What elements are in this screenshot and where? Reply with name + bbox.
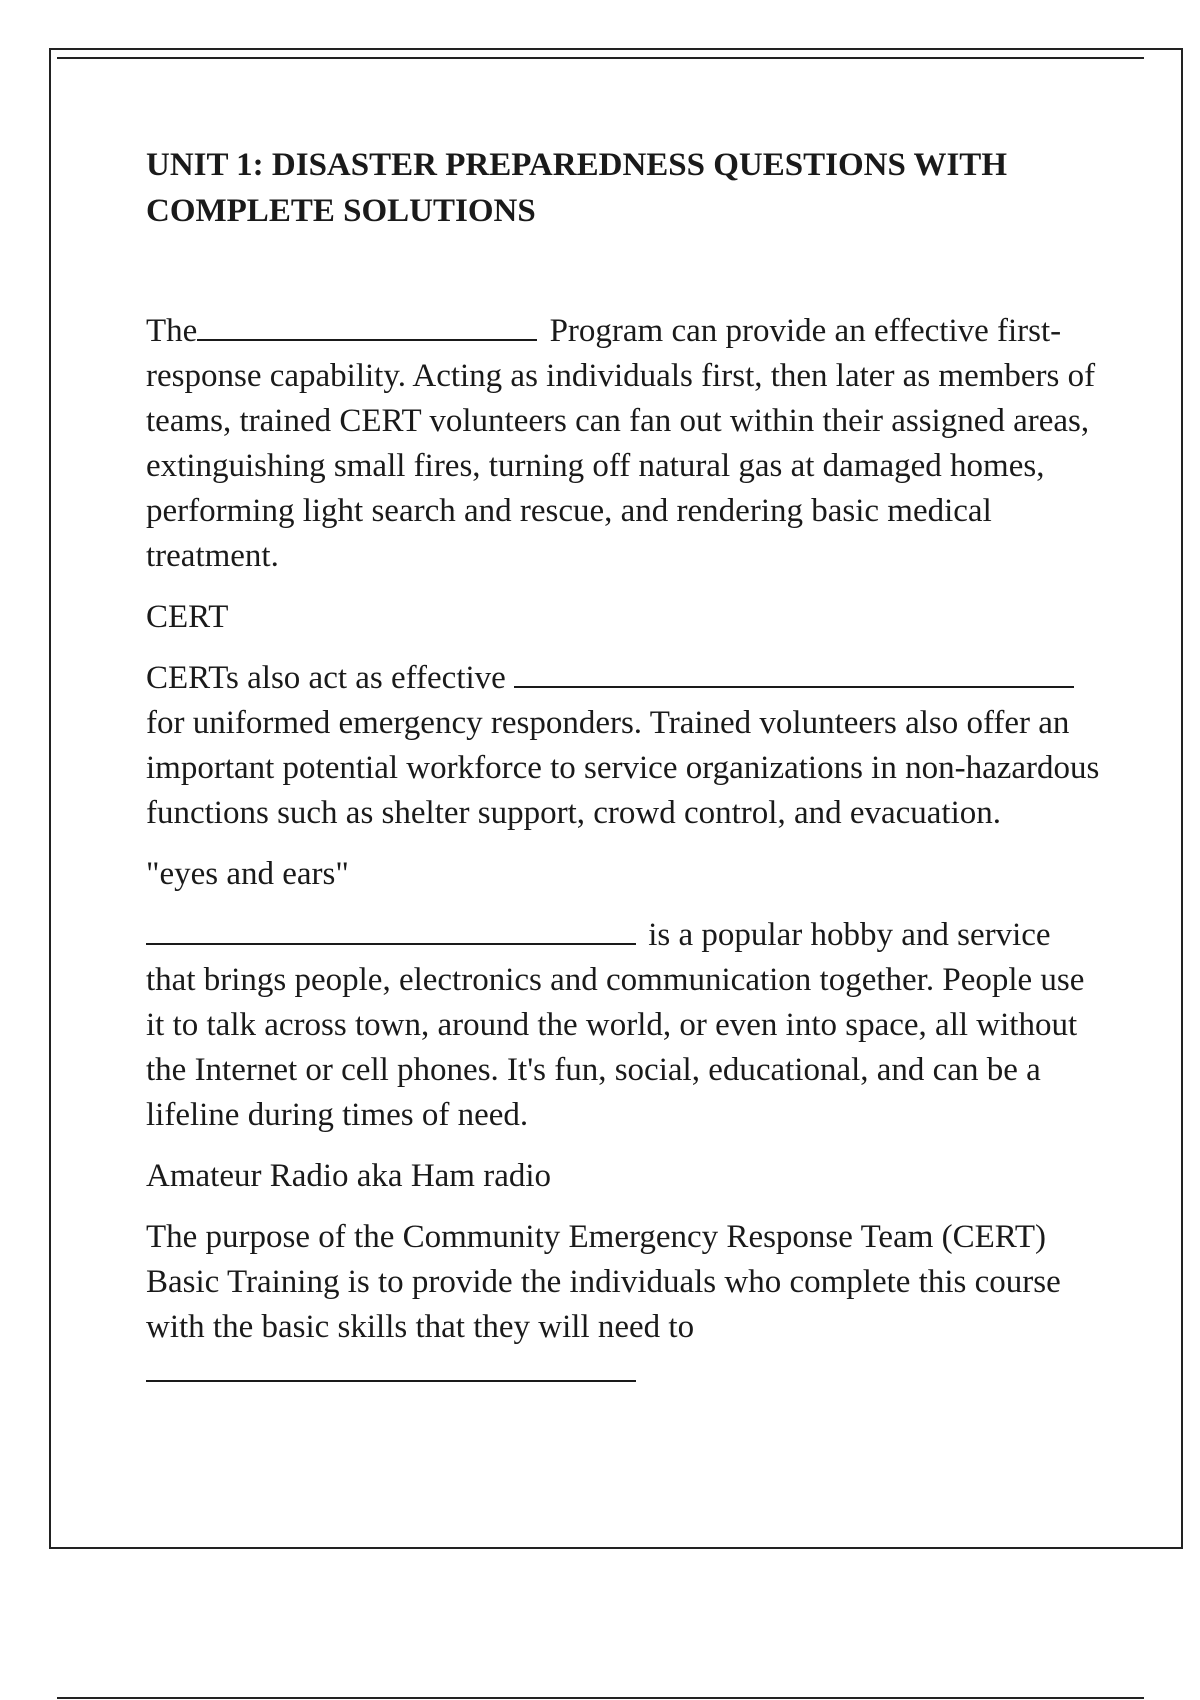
bottom-rule bbox=[57, 1697, 1144, 1699]
question-2-after: for uniformed emergency responders. Trained volunteers also offer an important potential workforce to service organizations in non-hazardous functions such as shelter support, crowd control, and evacuation. bbox=[146, 705, 1100, 831]
question-4 bbox=[146, 1215, 1106, 1395]
answer-blank bbox=[197, 309, 537, 341]
question-2 bbox=[146, 656, 1106, 836]
document-title: UNIT 1: DISASTER PREPAREDNESS QUESTIONS WITH COMPLETE SOLUTIONS bbox=[146, 147, 1007, 229]
answer-2: "eyes and ears" bbox=[146, 856, 349, 892]
question-2-before: CERTs also act as effective bbox=[146, 660, 515, 696]
question-1 bbox=[146, 309, 1106, 579]
question-3-after: is a popular hobby and service that brings people, electronics and communication together. People use it to talk across town, around the world, or even into space, all without the Internet or cell phones. It's fun, social, educational, and can be a lifeline during times of need. bbox=[146, 917, 1085, 1133]
answer-blank bbox=[514, 656, 1074, 688]
answer-1: CERT bbox=[146, 599, 229, 635]
question-4-before: The purpose of the Community Emergency Response Team (CERT) Basic Training is to provide the individuals who complete this course with the basic skills that they will need to bbox=[146, 1219, 1061, 1345]
answer-blank bbox=[146, 1350, 636, 1382]
answer-blank bbox=[146, 913, 636, 945]
answer-3: Amateur Radio aka Ham radio bbox=[146, 1158, 552, 1194]
question-1-after: Program can provide an effective first-response capability. Acting as individuals first, then later as members of teams, trained CERT volunteers can fan out within their assigned areas, extinguishing small fires, turning off natural gas at damaged homes, performing light search and rescue, and rendering basic medical treatment. bbox=[146, 313, 1096, 574]
document-body bbox=[146, 142, 1106, 1411]
question-3 bbox=[146, 913, 1106, 1138]
question-1-before: The bbox=[146, 313, 198, 349]
